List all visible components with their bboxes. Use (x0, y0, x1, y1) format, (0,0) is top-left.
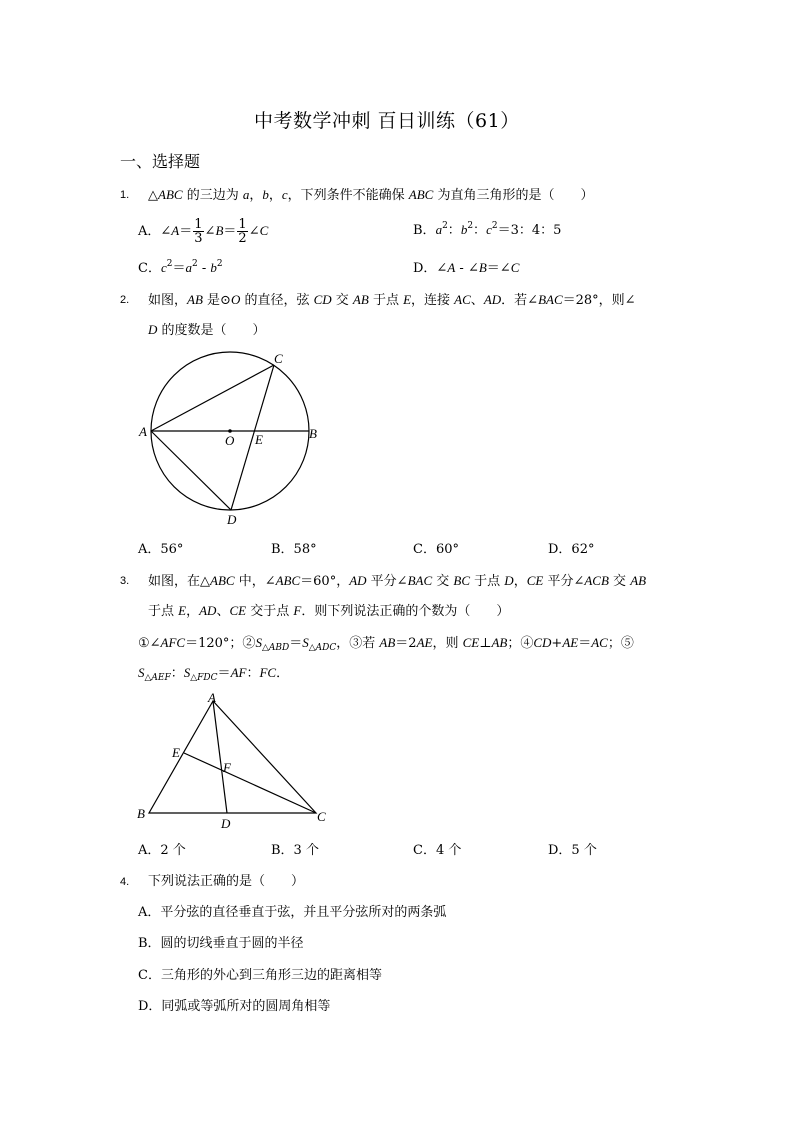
label-f: F (223, 760, 231, 775)
label-e: E (255, 432, 263, 447)
question-2-stem-line2: D 的度数是（ ） (148, 322, 266, 338)
question-4-option-b: B．圆的切线垂直于圆的半径 (138, 936, 304, 951)
chord-ad (151, 431, 231, 510)
triangle-figure (134, 690, 334, 835)
question-3-option-c: C．4 个 (413, 843, 462, 858)
label-b: B (137, 806, 145, 821)
question-2-option-c: C．60° (413, 542, 459, 557)
label-a: A (139, 424, 147, 439)
label-o: O (225, 433, 235, 448)
question-1-option-c: C．$c^2=a^2 - b^2$ (138, 259, 223, 276)
question-3-option-b: B．3 个 (271, 843, 319, 858)
question-number: 3. (120, 575, 130, 587)
question-2-option-d: D．62° (548, 542, 595, 557)
chord-ac (151, 365, 274, 431)
question-number: 1. (120, 189, 130, 201)
question-1-option-a: A．∠A＝ $\frac{1}{3}$ ∠B＝ $\frac{1}{2}$ ∠C (138, 217, 269, 246)
question-3-stem-line1: 如图，在△ABC 中，∠ABC＝60°，AD 平分∠BAC 交 BC 于点 D，CE 平分∠ACB 交 AB (148, 573, 647, 589)
question-1-option-d: D．∠A - ∠B＝∠C (413, 260, 520, 276)
question-3-statements-line1: ①∠AFC＝120°；$②S_{\triangle ABD}=S_{\triangle ADC}$，③若 AB＝2AE，则 CE⊥AB；④CD+AE＝AC；⑤ (138, 635, 634, 653)
question-4-option-c: C．三角形的外心到三角形三边的距离相等 (138, 968, 382, 983)
question-1-option-b: B．$a^2$：$b^2$：$c^2=3$：4：5 (413, 221, 562, 238)
fraction: $\frac{1}{2}$ (238, 217, 247, 246)
label-d: D (227, 512, 237, 527)
label-c: C (274, 351, 283, 366)
question-3-statements-line2: $S_{\triangle AEF}$：$S_{\triangle FDC}=AF$：FC． (138, 665, 290, 683)
fraction: $\frac{1}{3}$ (194, 217, 203, 246)
question-2-option-a: A．56° (138, 542, 184, 557)
question-number: 2. (120, 294, 130, 306)
question-4-option-d: D．同弧或等弧所对的圆周角相等 (138, 999, 331, 1014)
circle-figure (134, 350, 334, 530)
label-b: B (309, 426, 317, 441)
question-4-stem: 下列说法正确的是（ ） (148, 874, 305, 889)
question-number: 4. (120, 876, 130, 888)
label-e: E (172, 745, 180, 760)
question-3-option-a: A．2 个 (138, 843, 186, 858)
question-4-option-a: A．平分弦的直径垂直于弦，并且平分弦所对的两条弧 (138, 905, 447, 920)
question-2-stem-line1: 如图，AB 是⊙O 的直径，弦 CD 交 AB 于点 E，连接 AC、AD．若∠BAC＝28°，则∠ (148, 292, 636, 308)
label-c: C (317, 809, 326, 824)
bisector-ce (184, 753, 316, 813)
chord-cd (231, 365, 274, 510)
question-3-option-d: D．5 个 (548, 843, 597, 858)
page-title: 中考数学冲刺 百日训练（61） (254, 110, 520, 132)
label-d: D (221, 816, 231, 831)
section-heading: 一、选择题 (120, 152, 201, 171)
label-a: A (208, 690, 216, 705)
question-3-stem-line2: 于点 E，AD、CE 交于点 F．则下列说法正确的个数为（ ） (148, 603, 510, 619)
question-2-option-b: B．58° (271, 542, 317, 557)
question-1-stem: △ABC 的三边为 a，b，c，下列条件不能确保 ABC 为直角三角形的是（ ） (148, 187, 594, 203)
bisector-ad (213, 701, 227, 813)
